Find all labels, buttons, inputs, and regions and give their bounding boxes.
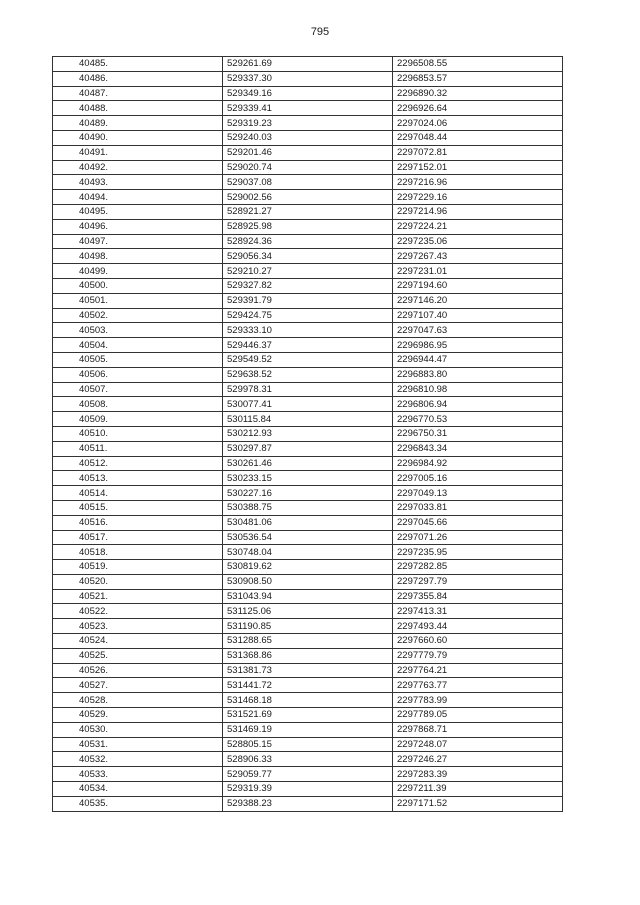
table-row <box>53 293 563 308</box>
northing-cell: 2297005.16 <box>393 471 563 486</box>
page-number: 795 <box>310 26 330 38</box>
easting-cell: 530212.93 <box>223 426 393 441</box>
serial-number-cell: 40530. <box>53 722 223 737</box>
easting-cell: 531469.19 <box>223 722 393 737</box>
easting-cell: 528805.15 <box>223 737 393 752</box>
easting-cell: 529261.69 <box>223 57 393 72</box>
northing-cell: 2296843.34 <box>393 441 563 456</box>
easting-cell: 530819.62 <box>223 560 393 575</box>
table-row <box>53 86 563 101</box>
serial-number-cell: 40515. <box>53 500 223 515</box>
northing-cell: 2297146.20 <box>393 293 563 308</box>
table-row <box>53 471 563 486</box>
northing-cell: 2296750.31 <box>393 426 563 441</box>
serial-number-cell: 40497. <box>53 234 223 249</box>
northing-cell: 2297214.96 <box>393 204 563 219</box>
easting-cell: 531190.85 <box>223 619 393 634</box>
serial-number-cell: 40508. <box>53 397 223 412</box>
northing-cell: 2297049.13 <box>393 486 563 501</box>
northing-cell: 2297048.44 <box>393 130 563 145</box>
easting-cell: 528921.27 <box>223 204 393 219</box>
easting-cell: 529978.31 <box>223 382 393 397</box>
northing-cell: 2297152.01 <box>393 160 563 175</box>
table-row <box>53 678 563 693</box>
table-row <box>53 574 563 589</box>
coordinates-table <box>52 56 563 812</box>
easting-cell: 529446.37 <box>223 338 393 353</box>
serial-number-cell: 40514. <box>53 486 223 501</box>
table-row <box>53 190 563 205</box>
table-row <box>53 752 563 767</box>
serial-number-cell: 40507. <box>53 382 223 397</box>
table-row <box>53 441 563 456</box>
serial-number-cell: 40526. <box>53 663 223 678</box>
serial-number-cell: 40490. <box>53 130 223 145</box>
northing-cell: 2297282.85 <box>393 560 563 575</box>
northing-cell: 2297235.95 <box>393 545 563 560</box>
easting-cell: 529210.27 <box>223 264 393 279</box>
serial-number-cell: 40516. <box>53 515 223 530</box>
easting-cell: 531288.65 <box>223 634 393 649</box>
serial-number-cell: 40485. <box>53 57 223 72</box>
easting-cell: 529333.10 <box>223 323 393 338</box>
serial-number-cell: 40491. <box>53 145 223 160</box>
serial-number-cell: 40520. <box>53 574 223 589</box>
table-row <box>53 500 563 515</box>
serial-number-cell: 40517. <box>53 530 223 545</box>
serial-number-cell: 40494. <box>53 190 223 205</box>
easting-cell: 530115.84 <box>223 412 393 427</box>
northing-cell: 2297868.71 <box>393 722 563 737</box>
northing-cell: 2297763.77 <box>393 678 563 693</box>
serial-number-cell: 40511. <box>53 441 223 456</box>
easting-cell: 529391.79 <box>223 293 393 308</box>
table-row <box>53 249 563 264</box>
northing-cell: 2296508.55 <box>393 57 563 72</box>
easting-cell: 528906.33 <box>223 752 393 767</box>
northing-cell: 2296984.92 <box>393 456 563 471</box>
northing-cell: 2297024.06 <box>393 116 563 131</box>
northing-cell: 2297789.05 <box>393 708 563 723</box>
easting-cell: 529319.39 <box>223 782 393 797</box>
northing-cell: 2296926.64 <box>393 101 563 116</box>
serial-number-cell: 40535. <box>53 796 223 811</box>
easting-cell: 529020.74 <box>223 160 393 175</box>
serial-number-cell: 40495. <box>53 204 223 219</box>
serial-number-cell: 40529. <box>53 708 223 723</box>
serial-number-cell: 40534. <box>53 782 223 797</box>
easting-cell: 531043.94 <box>223 589 393 604</box>
serial-number-cell: 40486. <box>53 71 223 86</box>
northing-cell: 2297246.27 <box>393 752 563 767</box>
table-row <box>53 796 563 811</box>
easting-cell: 529638.52 <box>223 367 393 382</box>
serial-number-cell: 40519. <box>53 560 223 575</box>
northing-cell: 2297229.16 <box>393 190 563 205</box>
serial-number-cell: 40532. <box>53 752 223 767</box>
easting-cell: 530481.06 <box>223 515 393 530</box>
serial-number-cell: 40487. <box>53 86 223 101</box>
table-row <box>53 412 563 427</box>
serial-number-cell: 40522. <box>53 604 223 619</box>
northing-cell: 2296890.32 <box>393 86 563 101</box>
northing-cell: 2297783.99 <box>393 693 563 708</box>
easting-cell: 531125.06 <box>223 604 393 619</box>
northing-cell: 2297493.44 <box>393 619 563 634</box>
easting-cell: 530388.75 <box>223 500 393 515</box>
serial-number-cell: 40525. <box>53 648 223 663</box>
table-row <box>53 545 563 560</box>
serial-number-cell: 40505. <box>53 352 223 367</box>
serial-number-cell: 40510. <box>53 426 223 441</box>
serial-number-cell: 40531. <box>53 737 223 752</box>
easting-cell: 530297.87 <box>223 441 393 456</box>
table-row <box>53 486 563 501</box>
northing-cell: 2296810.98 <box>393 382 563 397</box>
table-row <box>53 782 563 797</box>
northing-cell: 2297033.81 <box>393 500 563 515</box>
northing-cell: 2297248.07 <box>393 737 563 752</box>
easting-cell: 530233.15 <box>223 471 393 486</box>
northing-cell: 2297764.21 <box>393 663 563 678</box>
table-row <box>53 278 563 293</box>
easting-cell: 530908.50 <box>223 574 393 589</box>
table-row <box>53 219 563 234</box>
table-row <box>53 708 563 723</box>
table-row <box>53 767 563 782</box>
northing-cell: 2296986.95 <box>393 338 563 353</box>
serial-number-cell: 40493. <box>53 175 223 190</box>
serial-number-cell: 40488. <box>53 101 223 116</box>
easting-cell: 531368.86 <box>223 648 393 663</box>
table-row <box>53 530 563 545</box>
northing-cell: 2297779.79 <box>393 648 563 663</box>
easting-cell: 529240.03 <box>223 130 393 145</box>
table-row <box>53 101 563 116</box>
serial-number-cell: 40512. <box>53 456 223 471</box>
table-row <box>53 560 563 575</box>
northing-cell: 2297045.66 <box>393 515 563 530</box>
northing-cell: 2297660.60 <box>393 634 563 649</box>
table-row <box>53 737 563 752</box>
northing-cell: 2296770.53 <box>393 412 563 427</box>
table-row <box>53 426 563 441</box>
easting-cell: 530748.04 <box>223 545 393 560</box>
serial-number-cell: 40501. <box>53 293 223 308</box>
table-row <box>53 308 563 323</box>
easting-cell: 531381.73 <box>223 663 393 678</box>
table-row <box>53 693 563 708</box>
easting-cell: 529388.23 <box>223 796 393 811</box>
table-row <box>53 116 563 131</box>
serial-number-cell: 40527. <box>53 678 223 693</box>
table-row <box>53 130 563 145</box>
serial-number-cell: 40499. <box>53 264 223 279</box>
northing-cell: 2296853.57 <box>393 71 563 86</box>
northing-cell: 2297267.43 <box>393 249 563 264</box>
northing-cell: 2296883.80 <box>393 367 563 382</box>
easting-cell: 530536.54 <box>223 530 393 545</box>
serial-number-cell: 40509. <box>53 412 223 427</box>
northing-cell: 2297194.60 <box>393 278 563 293</box>
northing-cell: 2297413.31 <box>393 604 563 619</box>
table-row <box>53 634 563 649</box>
table-row <box>53 71 563 86</box>
serial-number-cell: 40489. <box>53 116 223 131</box>
easting-cell: 529349.16 <box>223 86 393 101</box>
serial-number-cell: 40506. <box>53 367 223 382</box>
easting-cell: 528925.98 <box>223 219 393 234</box>
easting-cell: 529339.41 <box>223 101 393 116</box>
easting-cell: 529002.56 <box>223 190 393 205</box>
easting-cell: 529059.77 <box>223 767 393 782</box>
serial-number-cell: 40521. <box>53 589 223 604</box>
easting-cell: 529201.46 <box>223 145 393 160</box>
serial-number-cell: 40503. <box>53 323 223 338</box>
easting-cell: 529327.82 <box>223 278 393 293</box>
table-row <box>53 204 563 219</box>
northing-cell: 2297355.84 <box>393 589 563 604</box>
serial-number-cell: 40492. <box>53 160 223 175</box>
northing-cell: 2297107.40 <box>393 308 563 323</box>
table-row <box>53 145 563 160</box>
easting-cell: 530077.41 <box>223 397 393 412</box>
table-row <box>53 722 563 737</box>
easting-cell: 529424.75 <box>223 308 393 323</box>
table-row <box>53 397 563 412</box>
easting-cell: 530227.16 <box>223 486 393 501</box>
northing-cell: 2297231.01 <box>393 264 563 279</box>
easting-cell: 531521.69 <box>223 708 393 723</box>
table-row <box>53 382 563 397</box>
easting-cell: 529056.34 <box>223 249 393 264</box>
easting-cell: 529319.23 <box>223 116 393 131</box>
table-row <box>53 57 563 72</box>
northing-cell: 2297297.79 <box>393 574 563 589</box>
serial-number-cell: 40498. <box>53 249 223 264</box>
table-row <box>53 663 563 678</box>
serial-number-cell: 40504. <box>53 338 223 353</box>
table-row <box>53 367 563 382</box>
table-row <box>53 648 563 663</box>
table-row <box>53 604 563 619</box>
serial-number-cell: 40528. <box>53 693 223 708</box>
northing-cell: 2297283.39 <box>393 767 563 782</box>
easting-cell: 529037.08 <box>223 175 393 190</box>
table-row <box>53 589 563 604</box>
table-row <box>53 264 563 279</box>
northing-cell: 2296944.47 <box>393 352 563 367</box>
serial-number-cell: 40524. <box>53 634 223 649</box>
northing-cell: 2297216.96 <box>393 175 563 190</box>
easting-cell: 531441.72 <box>223 678 393 693</box>
northing-cell: 2297171.52 <box>393 796 563 811</box>
serial-number-cell: 40513. <box>53 471 223 486</box>
serial-number-cell: 40496. <box>53 219 223 234</box>
table-row <box>53 456 563 471</box>
serial-number-cell: 40533. <box>53 767 223 782</box>
easting-cell: 529337.30 <box>223 71 393 86</box>
serial-number-cell: 40518. <box>53 545 223 560</box>
easting-cell: 529549.52 <box>223 352 393 367</box>
northing-cell: 2297211.39 <box>393 782 563 797</box>
table-row <box>53 352 563 367</box>
table-body <box>53 57 563 812</box>
northing-cell: 2297224.21 <box>393 219 563 234</box>
northing-cell: 2297072.81 <box>393 145 563 160</box>
table-row <box>53 619 563 634</box>
northing-cell: 2297235.06 <box>393 234 563 249</box>
table-row <box>53 175 563 190</box>
table-row <box>53 323 563 338</box>
table-row <box>53 234 563 249</box>
northing-cell: 2296806.94 <box>393 397 563 412</box>
easting-cell: 531468.18 <box>223 693 393 708</box>
northing-cell: 2297071.26 <box>393 530 563 545</box>
serial-number-cell: 40523. <box>53 619 223 634</box>
serial-number-cell: 40500. <box>53 278 223 293</box>
easting-cell: 528924.36 <box>223 234 393 249</box>
table-row <box>53 160 563 175</box>
serial-number-cell: 40502. <box>53 308 223 323</box>
table-row <box>53 338 563 353</box>
northing-cell: 2297047.63 <box>393 323 563 338</box>
easting-cell: 530261.46 <box>223 456 393 471</box>
table-row <box>53 515 563 530</box>
